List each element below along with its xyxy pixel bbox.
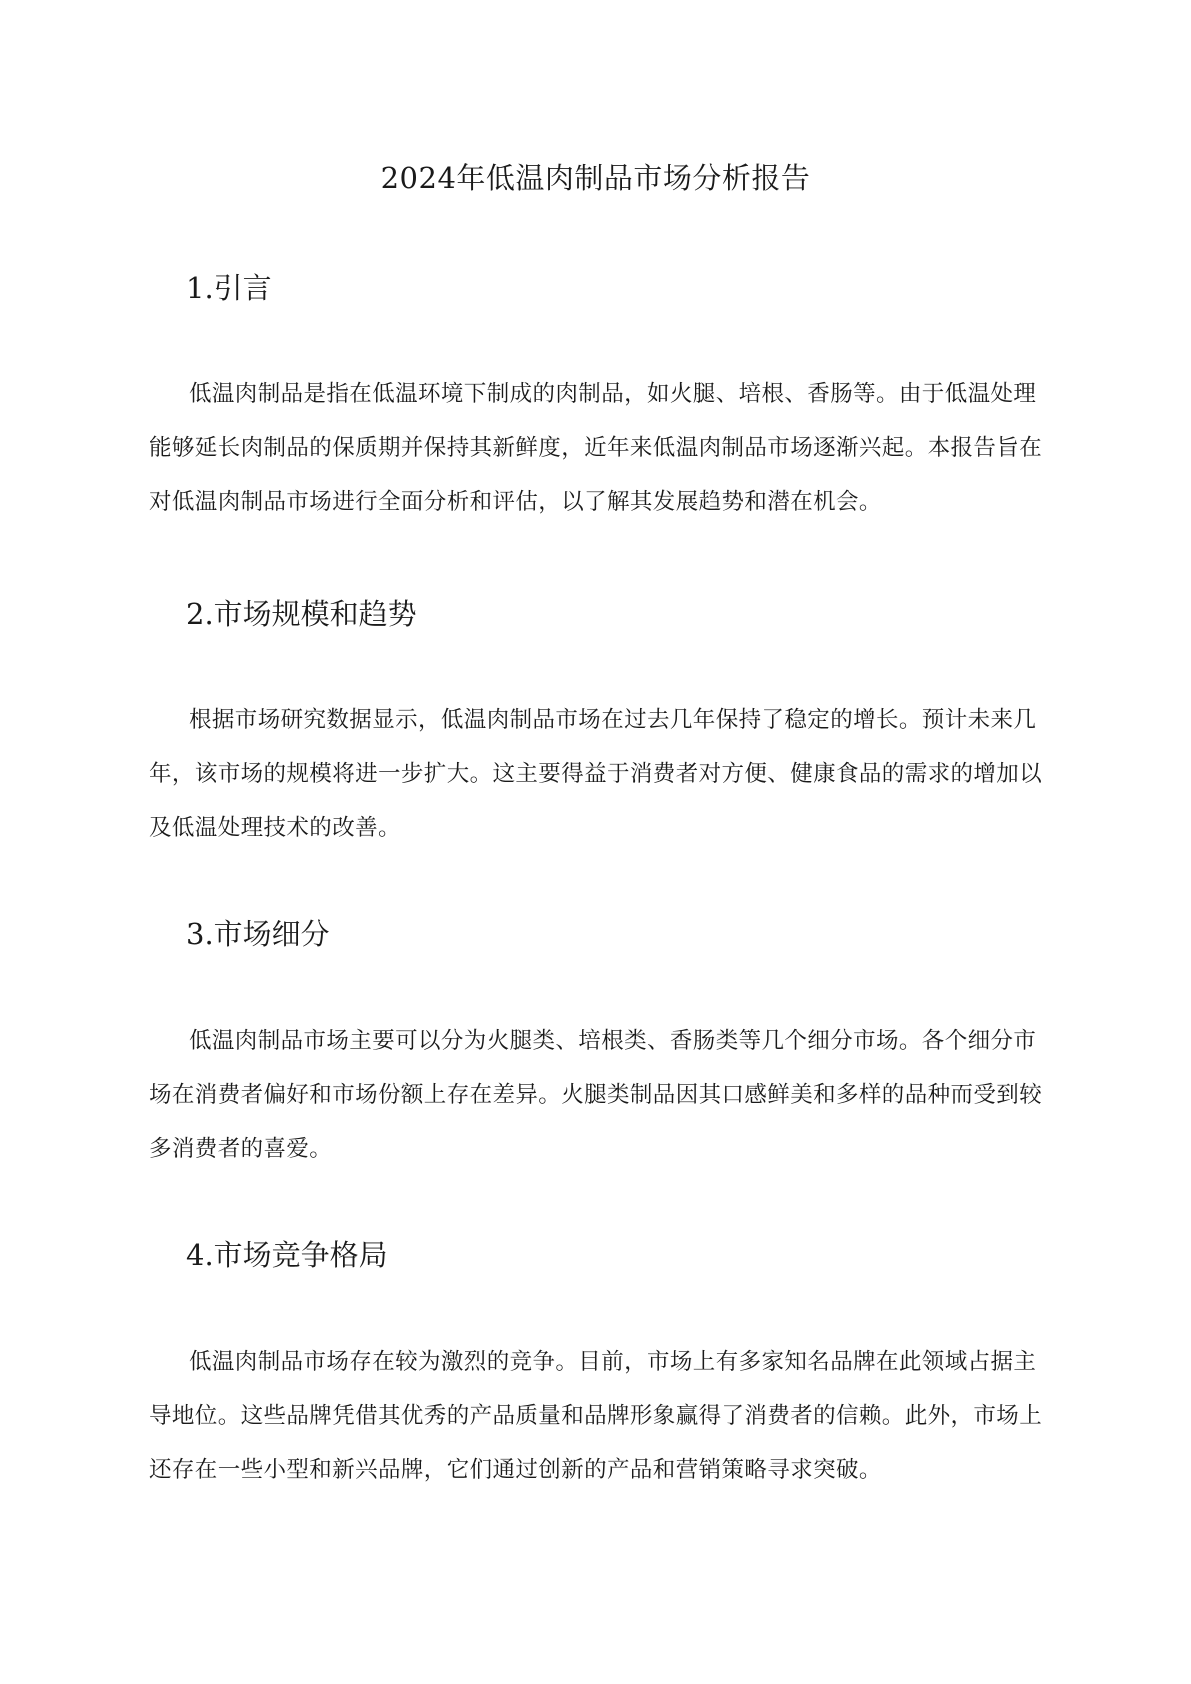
section-paragraph-competition: 低温肉制品市场存在较为激烈的竞争。目前，市场上有多家知名品牌在此领域占据主导地位。这些品牌凭借其优秀的产品质量和品牌形象赢得了消费者的信赖。此外，市场上还存在一些小型和新兴品牌，它们通过创新的产品和营销策略寻求突破。 [149,1349,1043,1483]
section-heading-market-segmentation: 3.市场细分 [186,917,330,951]
section-paragraph-market-size: 根据市场研究数据显示，低温肉制品市场在过去几年保持了稳定的增长。预计未来几年，该市场的规模将进一步扩大。这主要得益于消费者对方便、健康食品的需求的增加以及低温处理技术的改善。 [149,707,1043,841]
section-heading-market-size: 2.市场规模和趋势 [186,597,417,631]
section-heading-competition: 4.市场竞争格局 [186,1238,388,1272]
section-paragraph-introduction: 低温肉制品是指在低温环境下制成的肉制品，如火腿、培根、香肠等。由于低温处理能够延长肉制品的保质期并保持其新鲜度，近年来低温肉制品市场逐渐兴起。本报告旨在对低温肉制品市场进行全面分析和评估，以了解其发展趋势和潜在机会。 [149,381,1043,515]
section-paragraph-market-segmentation: 低温肉制品市场主要可以分为火腿类、培根类、香肠类等几个细分市场。各个细分市场在消费者偏好和市场份额上存在差异。火腿类制品因其口感鲜美和多样的品种而受到较多消费者的喜爱。 [149,1028,1043,1162]
section-heading-introduction: 1.引言 [186,271,272,305]
document-title: 2024年低温肉制品市场分析报告 [380,161,811,195]
